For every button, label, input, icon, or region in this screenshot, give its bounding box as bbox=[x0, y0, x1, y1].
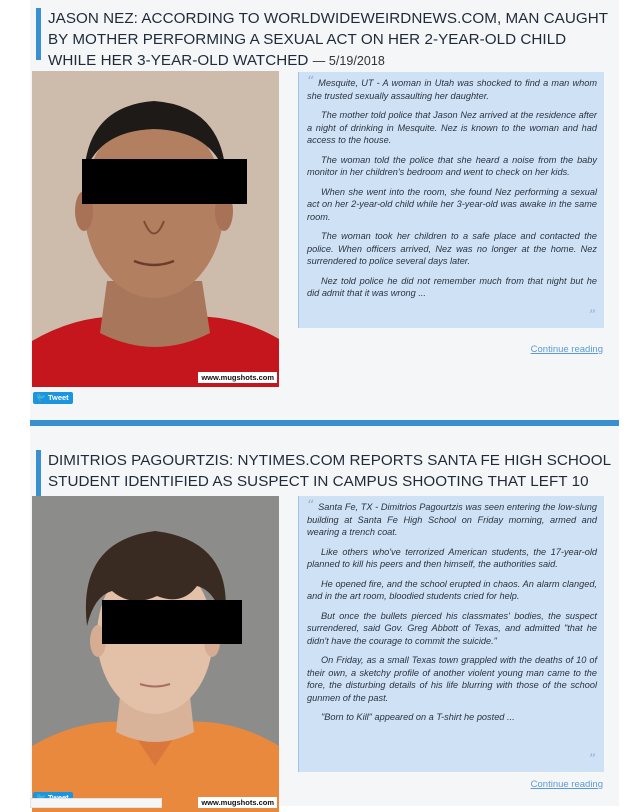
excerpt-paragraph: The woman told the police that she heard a noise from the baby monitor in her children's bedroom and went to check on her kids. bbox=[307, 154, 597, 177]
article-date: — 5/19/2018 bbox=[312, 54, 385, 68]
open-quote-icon: “ bbox=[307, 498, 315, 514]
photo-watermark: www.mugshots.com bbox=[198, 797, 277, 808]
excerpt-paragraph: On Friday, as a small Texas town grappled with the deaths of 10 of their own, a sketchy profile of another violent young man came to the fore, the disturbing details of his life blurring with those of the school gunmen of the past. bbox=[307, 655, 597, 703]
article-excerpt bbox=[298, 72, 604, 328]
excerpt-paragraph: When she went into the room, she found Nez performing a sexual act on her 2-year-old child while her 3-year-old was awake in the same room. bbox=[307, 186, 597, 222]
article-excerpt bbox=[298, 496, 604, 772]
excerpt-paragraph: "Born to Kill" appeared on a T-shirt he posted ... bbox=[321, 712, 515, 722]
excerpt-paragraph: Nez told police he did not remember much from that night but he did admit that it was wrong ... bbox=[307, 275, 597, 298]
article-title[interactable]: JASON NEZ: ACCORDING TO WORLDWIDEWEIRDNEWS.COM, MAN CAUGHT BY MOTHER PERFORMING A SEXUAL ACT ON HER 2-YEAR-OLD CHILD WHILE HER 3-YEAR-OLD WATCHED — 5/19/2018 bbox=[48, 10, 608, 69]
title-accent-bar bbox=[36, 450, 41, 500]
excerpt-paragraph: The mother told police that Jason Nez arrived at the residence after a night of drinking in Mesquite. Nez is known to the woman and had access to the house. bbox=[307, 110, 597, 145]
excerpt-paragraph: “ Mesquite, UT - A woman in Utah was shocked to find a man whom she trusted sexually assaulting her daughter. bbox=[307, 74, 597, 101]
mugshot-photo[interactable] bbox=[32, 496, 279, 812]
excerpt-paragraph: He opened fire, and the school erupted in chaos. An alarm clanged, and in the art room, bloodied students cried for help. bbox=[307, 578, 597, 601]
photo-watermark: www.mugshots.com bbox=[198, 372, 277, 383]
open-quote-icon: “ bbox=[307, 74, 315, 90]
excerpt-paragraph: “ Santa Fe, TX - Dimitrios Pagourtzis was seen entering the low-slung building at Santa Fe High School on Friday morning, armed and wearing a trench coat. bbox=[307, 498, 597, 537]
close-quote-icon: ” bbox=[588, 752, 596, 768]
mugshot-photo[interactable] bbox=[32, 71, 279, 387]
close-quote-icon: ” bbox=[588, 308, 596, 324]
article-card bbox=[30, 426, 619, 806]
censor-bar bbox=[102, 600, 242, 644]
tweet-button[interactable]: 🐦 Tweet bbox=[33, 392, 73, 404]
excerpt-paragraph: Like others who've terrorized American students, the 17-year-old planned to kill his peers and then himself, the authorities said. bbox=[307, 546, 597, 569]
excerpt-paragraph: The woman took her children to a safe place and contacted the police. When officers arrived, Nez was no longer at the home. Nez surrendered to police several days later. bbox=[307, 231, 597, 266]
article-title[interactable]: DIMITRIOS PAGOURTZIS: NYTIMES.COM REPORTS SANTA FE HIGH SCHOOL STUDENT IDENTIFIED AS SUSPECT IN CAMPUS SHOOTING THAT LEFT 10 bbox=[48, 450, 613, 514]
next-article-edge bbox=[30, 798, 162, 808]
title-accent-bar bbox=[36, 8, 41, 60]
twitter-bird-icon: 🐦 bbox=[36, 393, 46, 402]
continue-reading-link[interactable]: Continue reading bbox=[530, 779, 603, 790]
censor-bar bbox=[82, 159, 247, 204]
article-card bbox=[30, 0, 619, 420]
excerpt-paragraph: But once the bullets pierced his classmates' bodies, the suspect surrendered, said Gov. Greg Abbott of Texas, and admitted "that he didn't have the courage to commit the suicide." bbox=[307, 610, 597, 646]
continue-reading-link[interactable]: Continue reading bbox=[530, 344, 603, 355]
